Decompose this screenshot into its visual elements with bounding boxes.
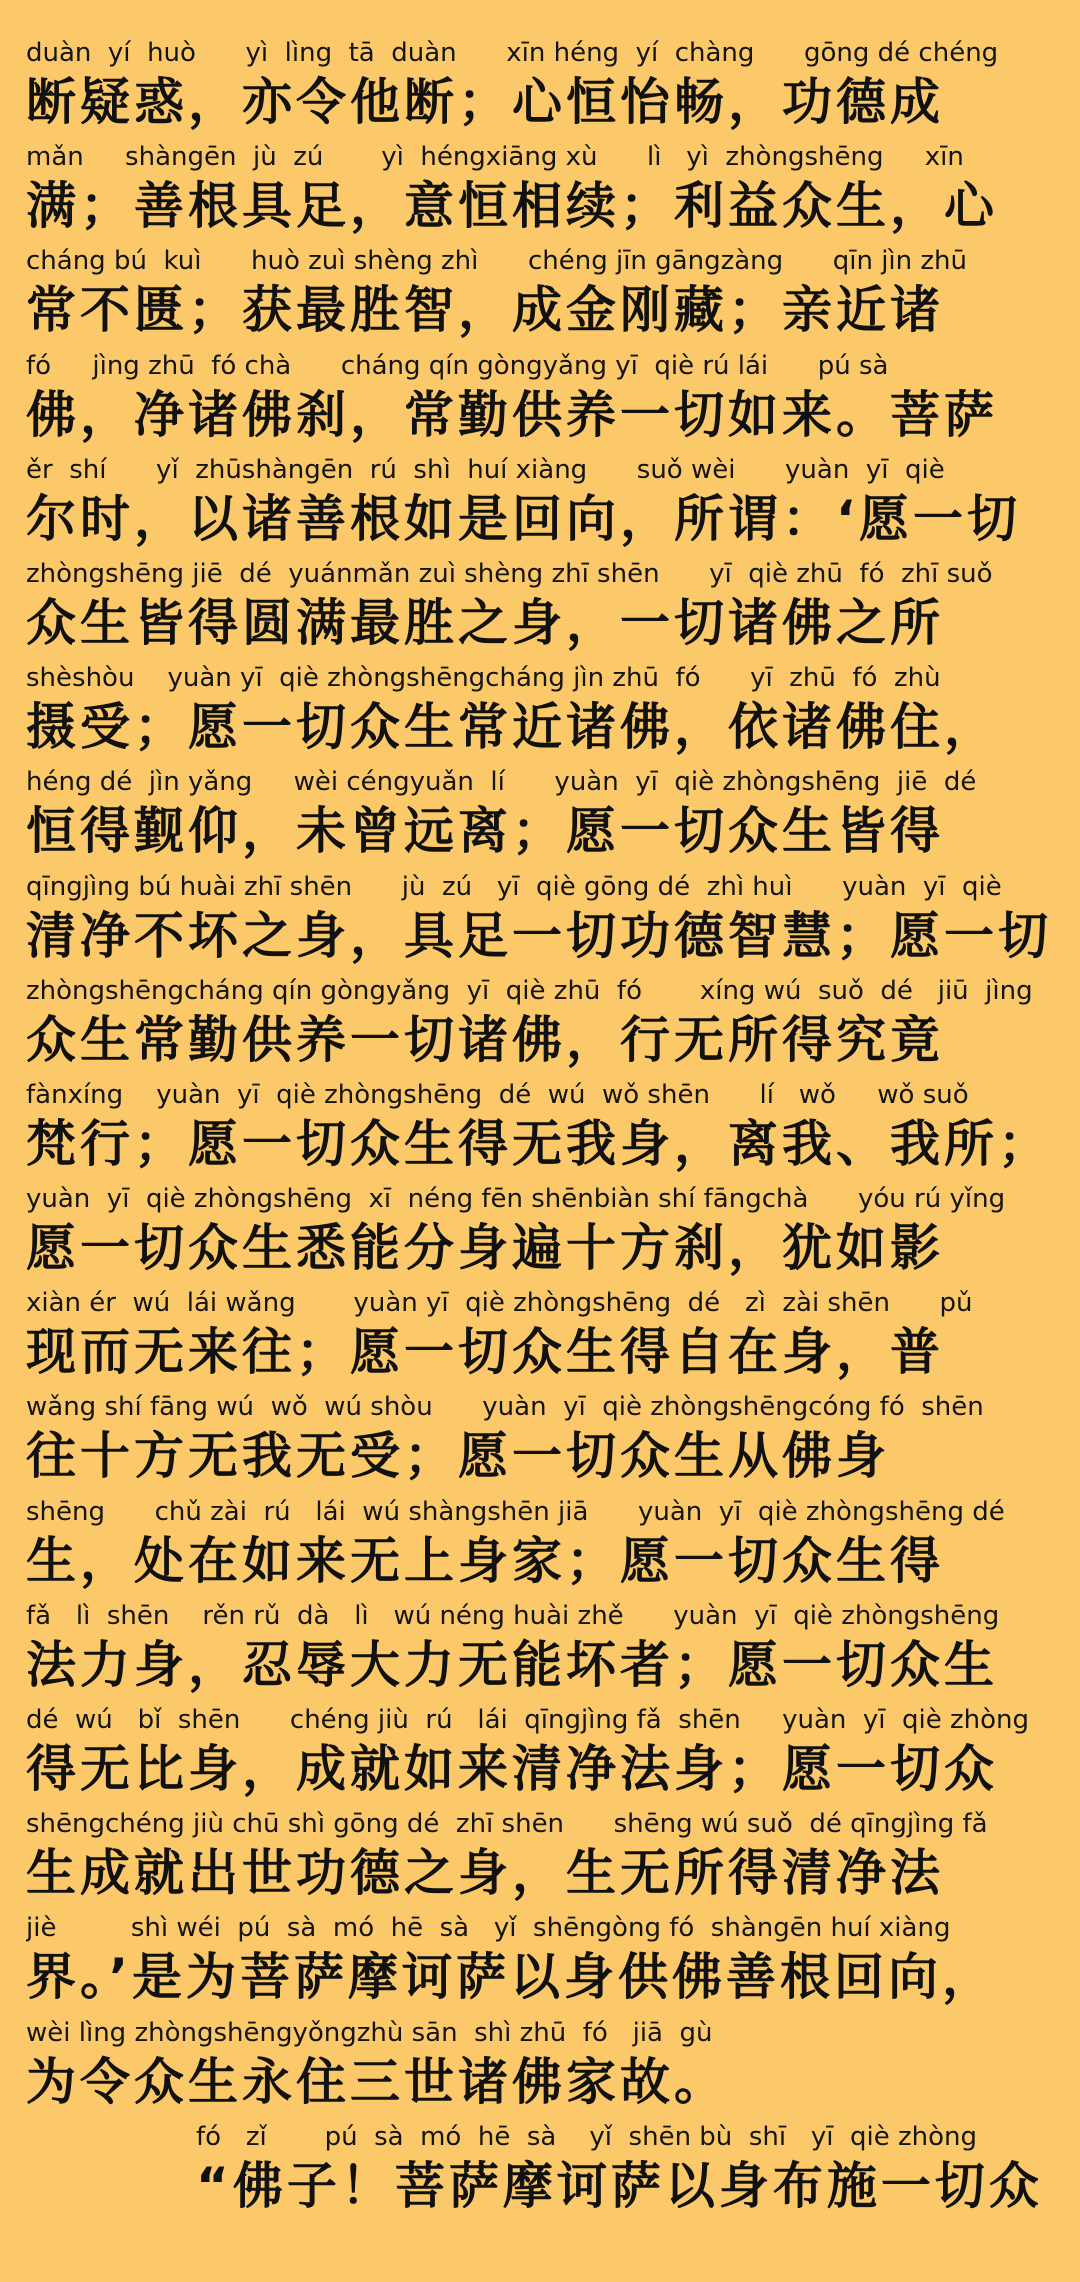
text-line-18 xyxy=(26,1807,1054,1911)
text-line-7 xyxy=(26,661,1054,765)
text-line-4 xyxy=(26,349,1054,453)
pinyin-row: duàn yí huò yì lìng tā duàn xīn héng yí chàng gōng dé chéng xyxy=(26,38,999,68)
hanzi-row: 生成就出世功德之身，生无所得清净法 xyxy=(26,1844,944,1903)
pinyin-row: shēng chǔ zài rú lái wú shàngshēn jiā yuàn yī qiè zhòngshēng dé xyxy=(26,1496,1005,1527)
pinyin-row: dé wú bǐ shēn chéng jiù rú lái qīngjìng fǎ shēn yuàn yī qiè zhòng xyxy=(26,1705,1030,1735)
hanzi-row: 界。’是为菩萨摩诃萨以身供佛善根回向， xyxy=(26,1948,996,2007)
hanzi-row: 众生常勤供养一切诸佛，行无所得究竟 xyxy=(26,1010,944,1069)
pinyin-row: fǎ lì shēn rěn rǔ dà lì wú néng huài zhě yuàn yī qiè zhòngshēng xyxy=(26,1600,1000,1631)
hanzi-row: 常不匮；获最胜智，成金刚藏；亲近诸 xyxy=(26,281,944,340)
text-line-8 xyxy=(26,765,1054,869)
text-line-6 xyxy=(26,557,1054,661)
hanzi-row: 恒得觐仰，未曾远离；愿一切众生皆得 xyxy=(26,802,944,861)
text-line-19 xyxy=(26,1911,1054,2015)
text-line-9 xyxy=(26,870,1054,974)
hanzi-row: 梵行；愿一切众生得无我身，离我、我所； xyxy=(26,1114,1052,1173)
hanzi-row: 尔时，以诸善根如是回向，所谓：‘愿一切 xyxy=(26,489,1021,548)
hanzi-row: 为令众生永住三世诸佛家故。 xyxy=(26,2052,728,2111)
text-line-13 xyxy=(26,1286,1054,1390)
hanzi-row: 生，处在如来无上身家；愿一切众生得 xyxy=(26,1531,944,1590)
hanzi-row: 往十方无我无受；愿一切众生从佛身 xyxy=(26,1427,890,1486)
pinyin-row: fó zǐ pú sà mó hē sà yǐ shēn bù shī yī qiè zhòng xyxy=(196,2121,978,2152)
hanzi-row: 清净不坏之身，具足一切功德智慧；愿一切 xyxy=(26,906,1052,965)
pinyin-row: yuàn yī qiè zhòngshēng xī néng fēn shēnbiàn shí fāngchà yóu rú yǐng xyxy=(26,1184,1006,1215)
text-line-15 xyxy=(26,1495,1054,1599)
text-line-2 xyxy=(26,140,1054,244)
text-line-21 xyxy=(26,2120,1054,2224)
pinyin-row: shèshòu yuàn yī qiè zhòngshēngcháng jìn zhū fó yī zhū fó zhù xyxy=(26,663,941,694)
hanzi-row: 得无比身，成就如来清净法身；愿一切众 xyxy=(26,1740,998,1798)
pinyin-row: jiè shì wéi pú sà mó hē sà yǐ shēngòng fó shàngēn huí xiàng xyxy=(26,1913,951,1944)
hanzi-row: 愿一切众生悉能分身遍十方刹，犹如影 xyxy=(26,1219,944,1278)
hanzi-row: 断疑惑，亦令他断；心恒怡畅，功德成 xyxy=(26,73,944,131)
hanzi-row: 现而无来往；愿一切众生得自在身，普 xyxy=(26,1323,944,1382)
text-line-12 xyxy=(26,1182,1054,1286)
pinyin-row: fó jìng zhū fó chà cháng qín gòngyǎng yī qiè rú lái pú sà xyxy=(26,350,889,381)
text-line-3 xyxy=(26,244,1054,348)
pinyin-row: wǎng shí fāng wú wǒ wú shòu yuàn yī qiè zhòngshēngcóng fó shēn xyxy=(26,1392,984,1423)
text-line-5 xyxy=(26,453,1054,557)
hanzi-row: 众生皆得圆满最胜之身，一切诸佛之所 xyxy=(26,593,944,652)
text-line-10 xyxy=(26,974,1054,1078)
hanzi-row: 佛，净诸佛刹，常勤供养一切如来。菩萨 xyxy=(26,385,998,444)
pinyin-row: ěr shí yǐ zhūshàngēn rú shì huí xiàng suǒ wèi yuàn yī qiè xyxy=(26,454,945,485)
text-line-20 xyxy=(26,2016,1054,2120)
hanzi-row: 满；善根具足，意恒相续；利益众生，心 xyxy=(26,177,998,236)
pinyin-row: zhòngshēngcháng qín gòngyǎng yī qiè zhū fó xíng wú suǒ dé jiū jìng xyxy=(26,975,1033,1006)
hanzi-row: 摄受；愿一切众生常近诸佛，依诸佛住， xyxy=(26,698,998,757)
hanzi-row: “佛子！菩萨摩诃萨以身布施一切众 xyxy=(196,2156,1043,2215)
text-line-11 xyxy=(26,1078,1054,1182)
text-line-17 xyxy=(26,1703,1054,1807)
pinyin-row: fànxíng yuàn yī qiè zhòngshēng dé wú wǒ shēn lí wǒ wǒ suǒ xyxy=(26,1079,969,1110)
pinyin-row: shēngchéng jiù chū shì gōng dé zhī shēn shēng wú suǒ dé qīngjìng fǎ xyxy=(26,1809,988,1840)
pinyin-row: qīngjìng bú huài zhī shēn jù zú yī qiè gōng dé zhì huì yuàn yī qiè xyxy=(26,871,1002,902)
pinyin-row: xiàn ér wú lái wǎng yuàn yī qiè zhòngshēng dé zì zài shēn pǔ xyxy=(26,1288,973,1319)
text-line-1 xyxy=(26,36,1054,140)
pinyin-row: zhòngshēng jiē dé yuánmǎn zuì shèng zhī shēn yī qiè zhū fó zhī suǒ xyxy=(26,558,993,589)
hanzi-row: 法力身，忍辱大力无能坏者；愿一切众生 xyxy=(26,1635,998,1694)
pinyin-row: mǎn shàngēn jù zú yì héngxiāng xù lì yì zhòngshēng xīn xyxy=(26,142,964,173)
pinyin-row: cháng bú kuì huò zuì shèng zhì chéng jīn gāngzàng qīn jìn zhū xyxy=(26,246,968,277)
pinyin-row: héng dé jìn yǎng wèi céngyuǎn lí yuàn yī qiè zhòngshēng jiē dé xyxy=(26,767,977,798)
text-line-14 xyxy=(26,1390,1054,1494)
pinyin-row: wèi lìng zhòngshēngyǒngzhù sān shì zhū fó jiā gù xyxy=(26,2017,713,2048)
text-line-16 xyxy=(26,1599,1054,1703)
